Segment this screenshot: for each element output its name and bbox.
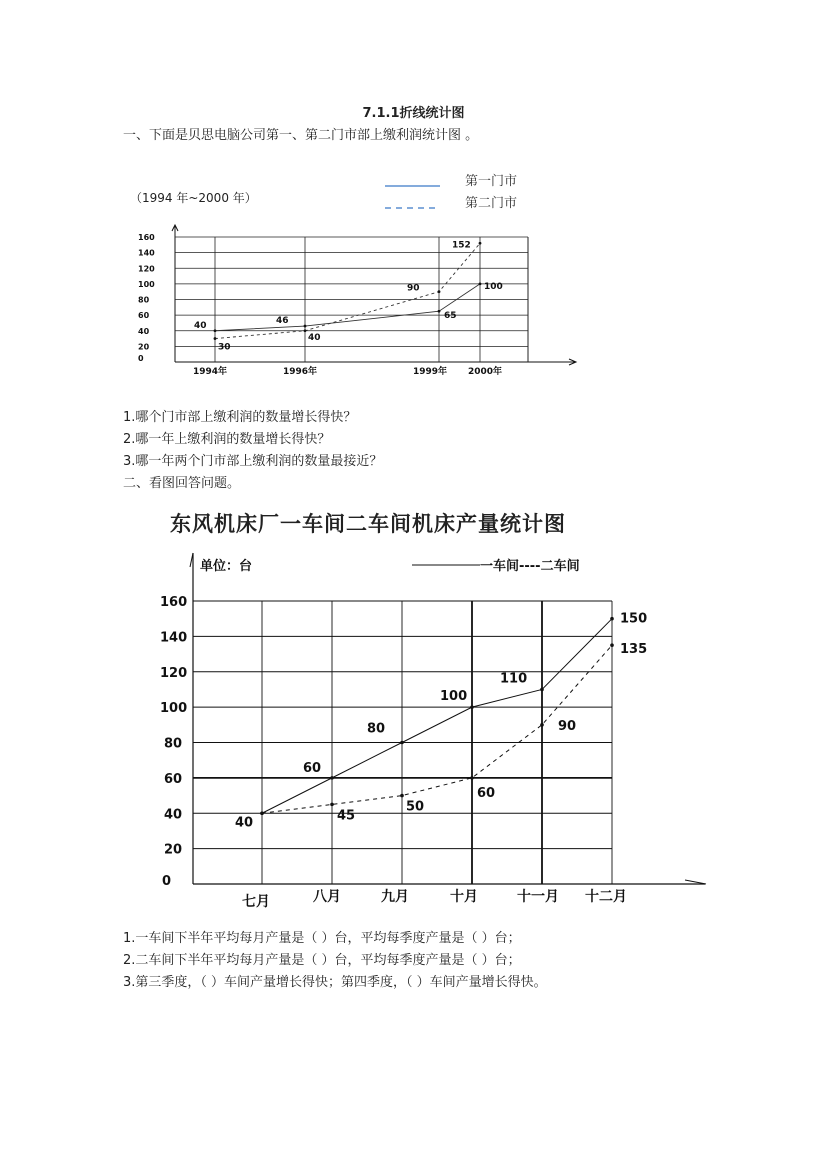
- document-title: 7.1.1折线统计图: [362, 106, 465, 121]
- data-label: 60: [477, 785, 496, 801]
- question-2-3: 3.第三季度，（ ）车间产量增长得快；第四季度，（ ）车间产量增长得快。: [123, 975, 547, 990]
- data-label: 90: [407, 283, 420, 294]
- chart-2-labels: [160, 595, 647, 910]
- data-point: [260, 811, 264, 815]
- question-1-1: 1.哪个门市部上缴利润的数量增长得快？: [123, 410, 357, 425]
- data-label: 152: [452, 240, 471, 251]
- data-label: 100: [440, 689, 468, 705]
- tick-label: 120: [138, 264, 155, 274]
- question-1-2: 2.哪一年上缴利润的数量增长得快？: [123, 432, 331, 447]
- data-point: [304, 329, 307, 332]
- section-1-heading: 一、下面是贝思电脑公司第一、第二门市部上缴利润统计图 。: [123, 128, 479, 143]
- question-2-1: 1.一车间下半年平均每月产量是（ ）台，平均每季度产量是（ ）台；: [123, 931, 521, 946]
- tick-label: 140: [160, 630, 188, 646]
- series-line-2: [215, 243, 480, 338]
- x-tick-label: 十月: [450, 889, 478, 905]
- data-point: [540, 723, 544, 727]
- data-label: 40: [308, 332, 321, 343]
- data-point: [610, 617, 614, 621]
- data-label: 45: [337, 808, 356, 824]
- data-point: [610, 643, 614, 647]
- data-point: [540, 688, 544, 692]
- x-tick-label: 2000年: [468, 367, 503, 377]
- data-point: [330, 803, 334, 807]
- tick-label: 80: [164, 736, 183, 752]
- tick-label: 20: [164, 842, 183, 858]
- x-tick-label: 十一月: [517, 889, 559, 905]
- x-tick-label: 1996年: [283, 367, 318, 377]
- tick-label: 60: [138, 311, 150, 321]
- chart-2: [150, 545, 730, 915]
- tick-label: 20: [138, 342, 150, 352]
- tick-label: 100: [160, 701, 188, 717]
- x-tick-label: 七月: [242, 894, 270, 910]
- tick-label: 80: [138, 295, 150, 305]
- tick-label: 0: [162, 874, 172, 889]
- x-tick-label: 八月: [313, 889, 341, 905]
- chart-1: [120, 165, 590, 380]
- chart-2-legend: 一车间----二车间: [480, 559, 580, 574]
- data-label: 135: [620, 642, 648, 658]
- data-point: [470, 705, 474, 709]
- data-label: 80: [367, 721, 386, 737]
- data-point: [470, 776, 474, 780]
- data-point: [438, 290, 441, 293]
- tick-label: 120: [160, 665, 188, 681]
- data-point: [400, 794, 404, 798]
- data-label: 110: [500, 671, 528, 687]
- data-label: 50: [406, 799, 425, 815]
- chart-1-grid: [172, 225, 576, 365]
- chart-1-subtitle: （1994 年~2000 年）: [130, 191, 257, 205]
- data-label: 40: [235, 815, 254, 831]
- tick-label: 40: [138, 326, 150, 336]
- chart-2-unit: 单位：台: [200, 559, 253, 574]
- data-point: [214, 329, 217, 332]
- x-tick-label: 1999年: [413, 367, 448, 377]
- data-label: 100: [484, 281, 503, 292]
- question-2-2: 2.二车间下半年平均每月产量是（ ）台，平均每季度产量是（ ）台；: [123, 953, 521, 968]
- chart-2-grid: [190, 553, 706, 884]
- chart-2-title: 东风机床厂一车间二车间机床产量统计图: [170, 511, 566, 536]
- legend-label: 第一门市: [465, 174, 518, 189]
- data-label: 150: [620, 611, 648, 627]
- data-label: 40: [194, 320, 207, 331]
- data-point: [330, 776, 334, 780]
- series-line-1: [215, 284, 480, 331]
- legend-label: 第二门市: [465, 196, 518, 211]
- question-1-3: 3.哪一年两个门市部上缴利润的数量最接近？: [123, 454, 383, 469]
- chart-2-lines: [260, 617, 614, 815]
- data-point: [304, 325, 307, 328]
- data-label: 30: [218, 342, 231, 353]
- section-2-heading: 二、看图回答问题。: [123, 476, 241, 491]
- data-label: 65: [444, 311, 457, 322]
- tick-label: 160: [138, 233, 155, 242]
- data-label: 60: [303, 760, 322, 776]
- x-tick-label: 十二月: [585, 889, 627, 905]
- chart-1-lines: [214, 242, 482, 340]
- series-line-1: [262, 619, 612, 814]
- tick-label: 40: [164, 807, 183, 823]
- data-point: [214, 337, 217, 340]
- tick-label: 100: [138, 279, 155, 289]
- x-tick-label: 1994年: [193, 367, 228, 377]
- data-point: [479, 242, 482, 245]
- tick-label: 160: [160, 595, 188, 610]
- data-label: 90: [558, 718, 577, 734]
- data-point: [479, 282, 482, 285]
- x-tick-label: 九月: [381, 889, 409, 905]
- tick-label: 60: [164, 771, 183, 787]
- data-point: [438, 310, 441, 313]
- tick-label: 0: [138, 354, 144, 363]
- data-point: [400, 741, 404, 745]
- tick-label: 140: [138, 248, 155, 258]
- data-label: 46: [276, 316, 289, 327]
